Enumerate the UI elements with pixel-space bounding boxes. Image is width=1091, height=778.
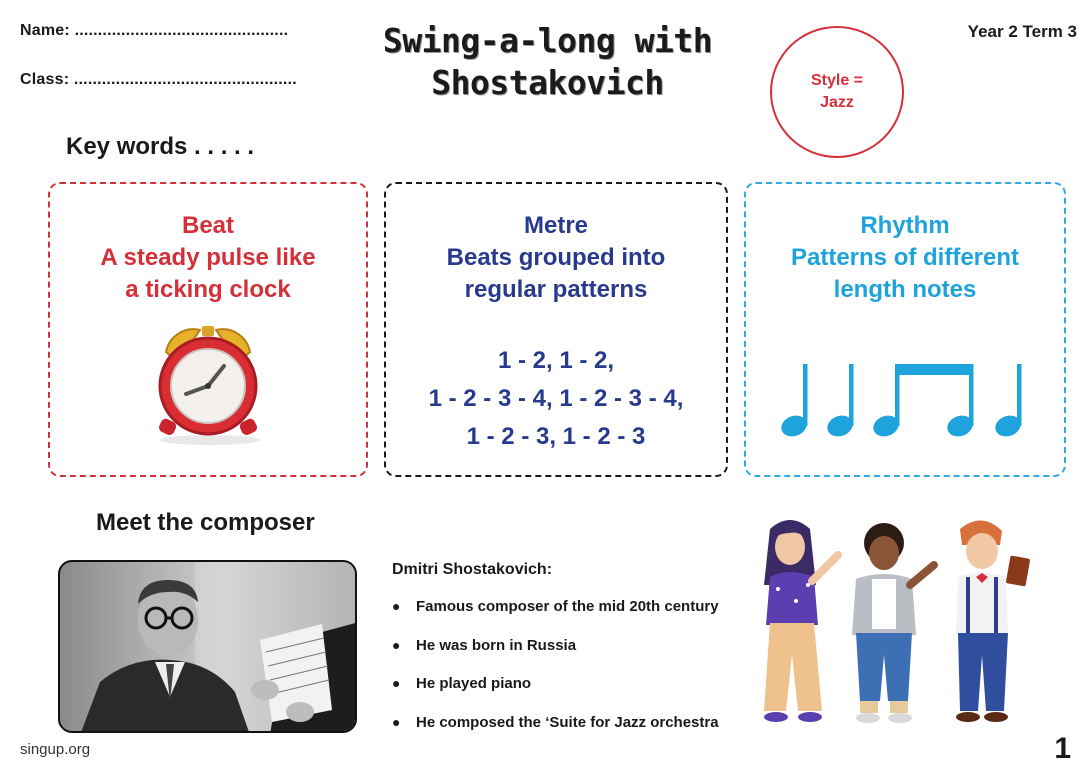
- page-number: 1: [1054, 732, 1071, 765]
- composer-facts: [392, 598, 752, 752]
- year-term: Year 2 Term 3: [967, 22, 1077, 41]
- composer-name: Dmitri Shostakovich:: [392, 561, 553, 578]
- metre-title: Metre: [523, 212, 589, 239]
- list-item: [392, 714, 752, 753]
- class-dots: ................................................: [73, 71, 297, 88]
- class-label: Class:: [20, 71, 70, 88]
- list-item: [392, 675, 752, 714]
- name-dots: ..............................................: [74, 22, 289, 39]
- bullet-icon: ●: [392, 598, 401, 614]
- style-badge: [770, 26, 904, 158]
- footer-site: singup.org: [20, 741, 91, 758]
- rhythm-line-1: Patterns of different: [790, 244, 1020, 271]
- style-line-2: Jazz: [820, 94, 854, 111]
- bullet-icon: ●: [392, 675, 401, 691]
- fact-text: He was born in Russia: [416, 636, 577, 654]
- rhythm-line-2: length notes: [833, 276, 977, 303]
- name-label: Name:: [20, 22, 70, 39]
- bullet-icon: ●: [392, 713, 401, 730]
- list-item: [392, 637, 752, 676]
- title-line-2: Shostakovich: [431, 63, 664, 102]
- beat-line-2: a ticking clock: [125, 276, 291, 303]
- alarm-clock-icon: [138, 316, 278, 446]
- metre-line-1: Beats grouped into: [446, 244, 666, 271]
- fact-text: He composed the ‘Suite for Jazz orchestra: [416, 713, 719, 731]
- beat-line-1: A steady pulse like: [100, 244, 316, 271]
- style-line-1: Style =: [810, 72, 864, 89]
- title-line-1: Swing-a-long with: [382, 21, 713, 60]
- music-notes-icon: [780, 362, 1030, 442]
- class-field: [20, 71, 297, 89]
- page-title: [380, 20, 715, 104]
- list-item: [392, 598, 752, 637]
- composer-heading: Meet the composer: [96, 509, 315, 536]
- metre-card: [384, 182, 728, 477]
- keywords-heading: Key words . . . . .: [66, 133, 255, 160]
- rhythm-card: [744, 182, 1066, 477]
- fact-text: Famous composer of the mid 20th century: [416, 598, 719, 615]
- name-field: [20, 22, 288, 40]
- bullet-icon: ●: [392, 636, 401, 653]
- beat-title: Beat: [181, 212, 235, 239]
- singing-children-illustration: [756, 515, 1036, 730]
- metre-count-duple: 1 - 2, 1 - 2,: [497, 347, 615, 374]
- metre-count-quadruple: 1 - 2 - 3 - 4, 1 - 2 - 3 - 4,: [428, 385, 684, 412]
- fact-text: He played piano: [416, 675, 532, 692]
- metre-count-triple: 1 - 2 - 3, 1 - 2 - 3: [466, 423, 646, 450]
- rhythm-title: Rhythm: [860, 212, 950, 239]
- metre-line-2: regular patterns: [464, 276, 648, 303]
- composer-photo: [58, 560, 357, 733]
- beat-card: [48, 182, 368, 477]
